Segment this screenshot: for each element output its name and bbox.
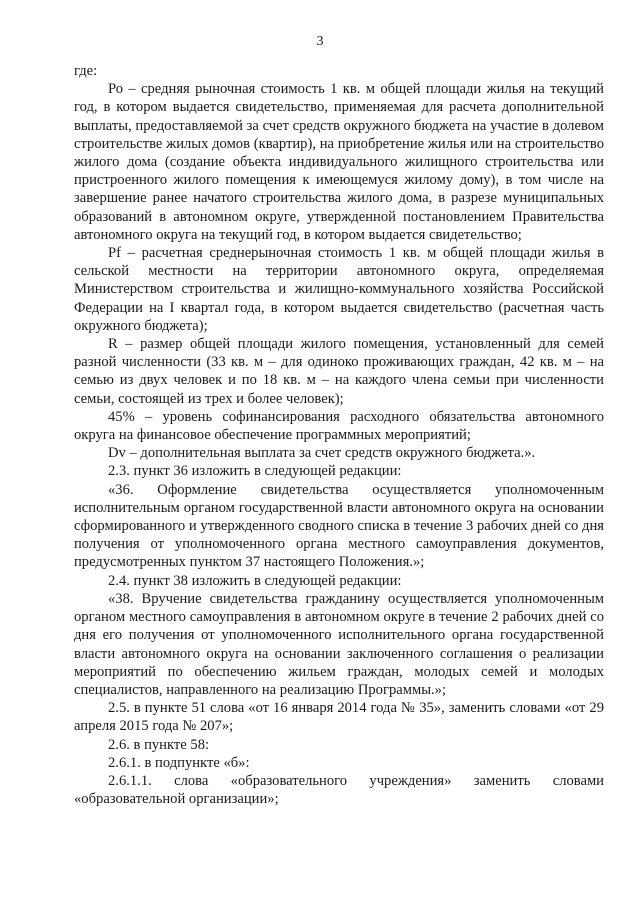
- paragraph-item-38: «38. Вручение свидетельства гражданину осуществляется уполномоченным органом местного самоуправления в автономном округе в течение 2 рабочих дней со дня его получения от уполномоченного исполнительного органа государственной власти автономного округа на основании заключенного соглашения о реализации мероприятий по обеспечению жильем граждан, молодых семей и молодых специалистов, направленного на реализацию Программы.»;: [74, 590, 604, 698]
- paragraph-45-definition: 45% – уровень софинансирования расходного обязательства автономного округа на финансовое обеспечение программных мероприятий;: [74, 408, 604, 444]
- paragraph-2-4: 2.4. пункт 38 изложить в следующей редакции:: [108, 572, 402, 589]
- paragraph-dv-definition: Dv – дополнительная выплата за счет средств окружного бюджета.».: [108, 445, 536, 462]
- paragraph-2-6: 2.6. в пункте 58:: [108, 736, 210, 753]
- paragraph-item-36: «36. Оформление свидетельства осуществляется уполномоченным исполнительным органом государственной власти автономного округа на основании сформированного и утвержденного сводного списка в течение 3 рабочих дней со дня получения от уполномоченного органа местного самоуправления документов, предусмотренных пунктом 37 настоящего Положения.»;: [74, 481, 604, 571]
- paragraph-pf-definition: Pf – расчетная среднерыночная стоимость 1 кв. м общей площади жилья в сельской местности на территории автономного округа, определяемая Министерством строительства и жилищно-коммунального хозяйства Российской Федерации на I квартал года, в котором выдается свидетельство (расчетная часть окружного бюджета);: [74, 245, 604, 334]
- paragraph-2-5: 2.5. в пункте 51 слова «от 16 января 2014 года № 35», заменить словами «от 29 апреля 2015 года № 207»;: [74, 700, 604, 735]
- document-body: [74, 62, 604, 808]
- paragraph-po-definition: Ро – средняя рыночная стоимость 1 кв. м общей площади жилья на текущий год, в котором выдается свидетельство, применяемая для расчета дополнительной выплаты, предоставляемой за счет средств окружного бюджета на участие в долевом строительстве жилых домов (квартир), на приобретение жилья или на строительство жилого дома (создание объекта индивидуального жилищного строительства или пристроенного жилого помещения к имеющемуся жилому дому), в том числе на завершение ранее начатого строительства жилого дома, в разрезе муниципальных образований в автономном округе, утвержденной постановлением Правительства автономного округа на текущий год, в котором выдается свидетельство;: [74, 81, 604, 243]
- page-number: 3: [316, 34, 324, 49]
- paragraph-2-6-1: 2.6.1. в подпункте «б»:: [108, 754, 250, 771]
- paragraph-2-3: 2.3. пункт 36 изложить в следующей редакции:: [108, 463, 402, 480]
- paragraph-where: где:: [74, 63, 98, 79]
- paragraph-r-definition: R – размер общей площади жилого помещения, установленный для семей разной численности (33 кв. м – для одиноко проживающих граждан, 42 кв. м – на семью из двух человек и по 18 кв. м – на каждого члена семьи при численности семьи, состоящей из трех и более человек);: [74, 336, 604, 407]
- paragraph-2-6-1-1: 2.6.1.1. слова «образовательного учреждения» заменить словами «образовательной организации»;: [74, 772, 604, 808]
